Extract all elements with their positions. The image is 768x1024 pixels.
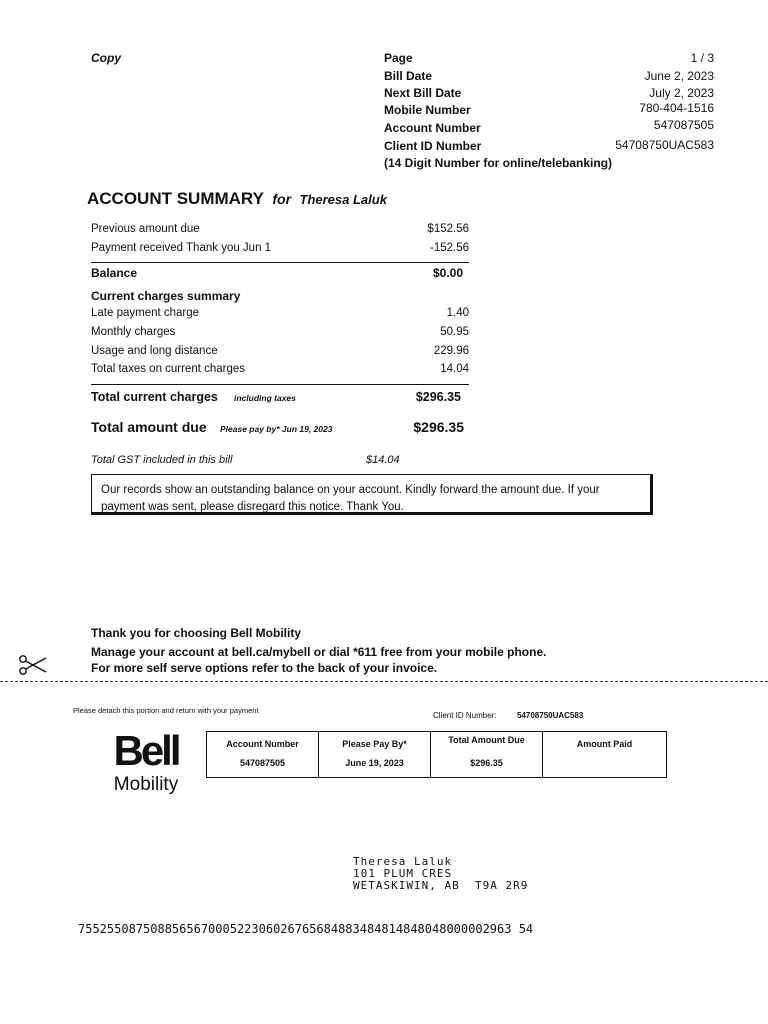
- charge-row: [91, 345, 469, 363]
- charge-value: 1.40: [446, 307, 469, 319]
- address-city: WETASKIWIN, AB T9A 2R9: [353, 879, 529, 892]
- slip-total-due-cell: [431, 732, 543, 778]
- divider: [91, 384, 469, 385]
- charge-label: Total taxes on current charges: [91, 363, 246, 375]
- mobile-number-label: Mobile Number: [384, 103, 471, 117]
- slip-value: 547087505: [239, 758, 286, 768]
- charge-row: [91, 326, 469, 344]
- total-due-value: $296.35: [413, 419, 464, 435]
- page-label: Page: [384, 51, 413, 65]
- current-charges-heading-text: Current charges summary: [91, 289, 241, 303]
- scissors-icon: [18, 655, 48, 680]
- next-bill-date-label: Next Bill Date: [384, 86, 462, 100]
- self-serve-line: For more self serve options refer to the back of your invoice.: [91, 661, 438, 675]
- thankyou-line: Thank you for choosing Bell Mobility: [91, 626, 302, 640]
- slip-header: Please Pay By*: [342, 739, 407, 749]
- mobile-number-value: 780-404-1516: [639, 101, 714, 115]
- total-due-row: [91, 419, 469, 441]
- total-current-value: $296.35: [415, 390, 461, 404]
- slip-amount-paid-cell[interactable]: [543, 732, 667, 778]
- slip-client-id-label: Client ID Number:: [433, 711, 497, 720]
- slip-header: Amount Paid: [576, 739, 633, 749]
- next-bill-date-value: July 2, 2023: [649, 86, 714, 100]
- notice-text: Our records show an outstanding balance on your account. Kindly forward the amount due. If your payment was sent, please disregard this notice. Thank You.: [101, 484, 600, 513]
- logo-sub: Mobility: [113, 774, 179, 795]
- total-current-row: [91, 390, 469, 408]
- previous-due-row: [91, 223, 469, 241]
- payment-received-row: [91, 242, 469, 260]
- address-street: 101 PLUM CRES: [353, 867, 453, 880]
- address-name: Theresa Laluk: [353, 855, 453, 868]
- total-current-note: including taxes: [234, 393, 296, 403]
- divider: [91, 262, 469, 263]
- detach-cut-line: [0, 681, 768, 682]
- client-id-note: (14 Digit Number for online/telebanking): [384, 156, 613, 170]
- total-current-label: Total current charges: [91, 390, 218, 404]
- client-id-value: 54708750UAC583: [615, 138, 714, 152]
- balance-label: Balance: [91, 266, 138, 280]
- summary-title-text: ACCOUNT SUMMARY: [87, 189, 264, 208]
- charge-label: Usage and long distance: [91, 345, 218, 357]
- detach-instruction: Please detach this portion and return with your payment: [73, 706, 259, 715]
- previous-due-label: Previous amount due: [91, 223, 200, 235]
- slip-header: Total Amount Due: [448, 735, 525, 745]
- slip-header: Account Number: [226, 739, 299, 749]
- mailing-address: [353, 856, 528, 892]
- balance-row: [91, 266, 469, 284]
- charge-value: 14.04: [440, 363, 469, 375]
- slip-pay-by-cell: [319, 732, 431, 778]
- slip-client-id-value: 54708750UAC583: [517, 711, 584, 720]
- payment-received-value: -152.56: [429, 242, 469, 254]
- summary-title: [87, 189, 387, 209]
- payment-received-label: Payment received Thank you Jun 1: [91, 242, 272, 254]
- customer-name: Theresa Laluk: [299, 192, 387, 207]
- summary-for-label: for: [272, 191, 292, 207]
- bell-mobility-logo: [106, 729, 186, 795]
- account-number-label: Account Number: [384, 121, 481, 135]
- charge-value: 50.95: [440, 326, 469, 338]
- slip-value: June 19, 2023: [345, 758, 404, 768]
- charge-row: [91, 363, 469, 381]
- bill-date-value: June 2, 2023: [644, 69, 714, 83]
- account-number-value: 547087505: [653, 118, 714, 132]
- client-id-label: Client ID Number: [384, 139, 482, 153]
- remittance-table: [206, 731, 667, 778]
- slip-account-number-cell: [207, 732, 319, 778]
- slip-value: $296.35: [470, 758, 503, 768]
- copy-label: Copy: [91, 51, 121, 65]
- outstanding-balance-notice: [91, 474, 653, 515]
- bill-date-label: Bill Date: [384, 69, 433, 83]
- current-charges-heading: [91, 289, 469, 307]
- gst-label: Total GST included in this bill: [91, 454, 233, 466]
- page-value: 1 / 3: [690, 51, 714, 65]
- charge-label: Late payment charge: [91, 307, 200, 319]
- charge-label: Monthly charges: [91, 326, 176, 338]
- balance-value: $0.00: [432, 266, 463, 280]
- previous-due-value: $152.56: [427, 223, 469, 235]
- manage-account-line: Manage your account at bell.ca/mybell or dial *611 free from your mobile phone.: [91, 645, 547, 659]
- total-due-note: Please pay by* Jun 19, 2023: [220, 424, 333, 434]
- charge-value: 229.96: [433, 345, 469, 357]
- ocr-scan-line: 755255087508856567000522306026765684883484814848048000002963 54: [78, 922, 534, 936]
- logo-word: Bell: [113, 727, 179, 774]
- total-due-label: Total amount due: [91, 419, 207, 435]
- gst-value: $14.04: [366, 454, 400, 466]
- charge-row: [91, 307, 469, 325]
